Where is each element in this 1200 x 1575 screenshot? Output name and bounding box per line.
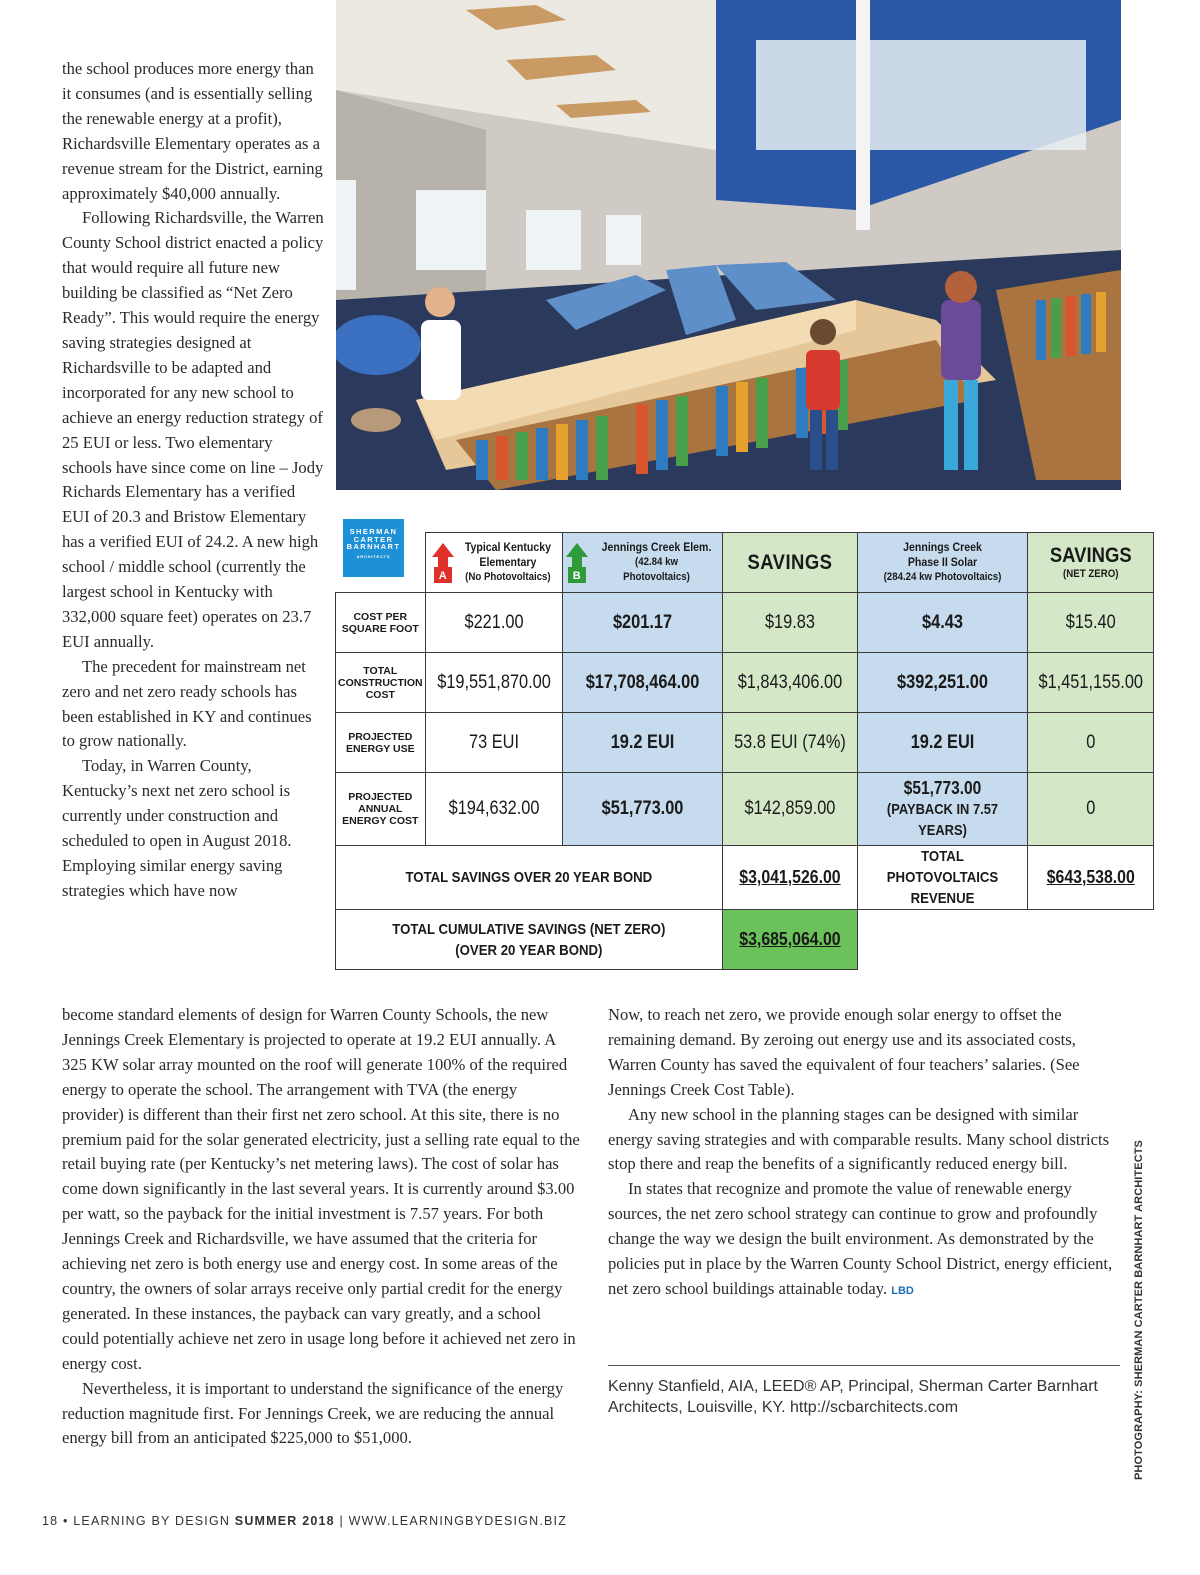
cell-jennings: $51,773.00 — [562, 773, 722, 846]
article-paragraph: Any new school in the planning stages can be designed with similar energy saving strategies and with comparable results. Many school districts stop there and reap the benefits of a significantly reduced energy bill. — [608, 1104, 1110, 1174]
table-empty-cell — [857, 910, 1154, 970]
cell-phase2: $392,251.00 — [857, 653, 1027, 713]
website-url: WWW.LEARNINGBYDESIGN.BIZ — [348, 1514, 568, 1528]
marker-b-icon: B — [565, 541, 589, 585]
cell-savings: $1,843,406.00 — [722, 653, 857, 713]
article-column-bottom-left — [62, 1003, 582, 1451]
cell-savings: $142,859.00 — [722, 773, 857, 846]
table-row-total-savings — [336, 846, 1154, 910]
article-paragraph: In states that recognize and promote the value of renewable energy sources, the net zero school strategy can continue to grow and profoundly change the way we design the built environment. As demonstrated by the policies put in place by the Warren County School District, energy efficient, net zero school buildings attainable today. LBD — [608, 1179, 1113, 1298]
cell-typical: $194,632.00 — [425, 773, 562, 846]
article-column-top — [62, 57, 326, 904]
row-label-cost-per-square-foot: COST PER SQUARE FOOT — [336, 593, 426, 653]
article-paragraph: The precedent for mainstream net zero and net zero ready schools has been established in KY and continues to grow nationally. — [62, 656, 312, 751]
library-rendering-image — [336, 0, 1121, 490]
cell-savings: 53.8 EUI (74%) — [722, 713, 857, 773]
cell-phase2: $51,773.00 (PAYBACK IN 7.57 YEARS) — [857, 773, 1027, 846]
header-jennings-creek-phase-ii-solar: Jennings Creek Phase II Solar (284.24 kw Photovoltaics) — [857, 533, 1027, 593]
header-jennings-creek-elem: B Jennings Creek Elem. (42.84 kw Photovoltaics) — [562, 533, 722, 593]
table-row-projected-annual-energy-cost — [336, 773, 1154, 846]
pv-revenue-value: $643,538.00 — [1027, 846, 1154, 910]
table-corner-cell — [336, 533, 426, 593]
article-paragraph: Following Richardsville, the Warren County School district enacted a policy that would require all future new building be classified as “Net Zero Ready”. This would require the energy saving strategies designed at Richardsville to be adapted and incorporated for any new school to achieve an energy reduction strategy of 25 EUI or less. Two elementary schools have since come on line – Jody Richards Elementary has a verified EUI of 20.3 and Bristow Elementary has a verified EUI of 24.2. A new high school / middle school (currently the largest school in Kentucky with 332,000 square feet) operates on 23.7 EUI annually. — [62, 208, 324, 651]
article-paragraph: Nevertheless, it is important to understand the significance of the energy reduction magnitude first. For Jennings Creek, we are reducing the annual energy bill from an anticipated $225,000 to $51,000. — [62, 1378, 564, 1448]
author-divider — [608, 1365, 1120, 1366]
photo-credit: PHOTOGRAPHY: SHERMAN CARTER BARNHART ARCHITECTS — [1133, 1140, 1145, 1480]
cell-typical: 73 EUI — [425, 713, 562, 773]
table-row-cost-per-square-foot — [336, 593, 1154, 653]
cell-savings: $19.83 — [722, 593, 857, 653]
cell-jennings: 19.2 EUI — [562, 713, 722, 773]
lbd-end-mark: LBD — [891, 1284, 914, 1297]
marker-a-icon: A — [431, 541, 455, 585]
table-row-total-construction-cost — [336, 653, 1154, 713]
issue-label: SUMMER 2018 — [234, 1514, 335, 1528]
sherman-carter-barnhart-logo: SHERMAN CARTER BARNHART ARCHITECTS — [343, 519, 404, 577]
total-savings-value: $3,041,526.00 — [722, 846, 857, 910]
pv-revenue-label: TOTAL PHOTOVOLTAICS REVENUE — [857, 846, 1027, 910]
cell-phase2: 19.2 EUI — [857, 713, 1027, 773]
cell-phase2: $4.43 — [857, 593, 1027, 653]
cumulative-savings-value: $3,685,064.00 — [722, 910, 857, 970]
cell-savings-net-zero: $1,451,155.00 — [1027, 653, 1154, 713]
page-number: 18 — [42, 1514, 59, 1528]
footer-bullet: • — [63, 1514, 69, 1528]
jennings-creek-cost-table — [335, 532, 1154, 970]
header-savings-net-zero: SAVINGS (NET ZERO) — [1027, 533, 1154, 593]
article-column-bottom-right — [608, 1003, 1116, 1304]
table-row-cumulative-savings — [336, 910, 1154, 970]
article-paragraph: the school produces more energy than it consumes (and is essentially selling the renewable energy at a profit), Richardsville Elementary operates as a revenue stream for the District, earning approximately $40,000 annually. — [62, 59, 323, 203]
cell-savings-net-zero: $15.40 — [1027, 593, 1154, 653]
cumulative-savings-label: TOTAL CUMULATIVE SAVINGS (NET ZERO) (OVER 20 YEAR BOND) — [336, 910, 723, 970]
header-typical-kentucky-elementary: A Typical Kentucky Elementary (No Photovoltaics) — [425, 533, 562, 593]
table-header-row — [336, 533, 1154, 593]
total-savings-label: TOTAL SAVINGS OVER 20 YEAR BOND — [336, 846, 723, 910]
cell-typical: $221.00 — [425, 593, 562, 653]
author-bio: Kenny Stanfield, AIA, LEED® AP, Principal, Sherman Carter Barnhart Architects, Louisville, KY. http://scbarchitects.com — [608, 1378, 1098, 1416]
row-label-projected-annual-energy-cost: PROJECTED ANNUAL ENERGY COST — [336, 773, 426, 846]
footer-separator: | — [339, 1514, 344, 1528]
cell-savings-net-zero: 0 — [1027, 713, 1154, 773]
cell-jennings: $201.17 — [562, 593, 722, 653]
article-paragraph: become standard elements of design for Warren County Schools, the new Jennings Creek Elementary is projected to operate at 19.2 EUI annually. A 325 KW solar array mounted on the roof will generate 100% of the required energy to operate the school. The arrangement with TVA (the energy provider) is different than their first net zero school. At this site, there is no premium paid for the solar generated electricity, just a selling rate equal to the retail buying rate (per Kentucky’s net metering laws). The cost of solar has come down significantly in the last several years. It is currently around $3.00 per watt, so the payback for the initial investment is 7.57 years. For both Jennings Creek and Richardsville, we have assumed that the criteria for achieving net zero is both energy use and energy cost. In some areas of the country, the owners of solar arrays receive only partial credit for the energy generated. In these instances, the payback can vary greatly, and a school could potentially achieve net zero in usage long before it achieved net zero in energy cost. — [62, 1005, 580, 1373]
page-footer — [42, 1514, 567, 1528]
cell-savings-net-zero: 0 — [1027, 773, 1154, 846]
library-rendering-photo — [336, 0, 1121, 490]
cell-typical: $19,551,870.00 — [425, 653, 562, 713]
row-label-total-construction-cost: TOTAL CONSTRUCTION COST — [336, 653, 426, 713]
table-row-projected-energy-use — [336, 713, 1154, 773]
article-paragraph: Today, in Warren County, Kentucky’s next net zero school is currently under construction and scheduled to open in August 2018. Employing similar energy saving strategies which have now — [62, 756, 292, 900]
magazine-name: LEARNING BY DESIGN — [73, 1514, 231, 1528]
row-label-projected-energy-use: PROJECTED ENERGY USE — [336, 713, 426, 773]
article-paragraph: Now, to reach net zero, we provide enough solar energy to offset the remaining demand. By zeroing out energy use and its associated costs, Warren County has saved the equivalent of four teachers’ salaries. (See Jennings Creek Cost Table). — [608, 1005, 1080, 1099]
header-savings: SAVINGS — [722, 533, 857, 593]
cell-jennings: $17,708,464.00 — [562, 653, 722, 713]
